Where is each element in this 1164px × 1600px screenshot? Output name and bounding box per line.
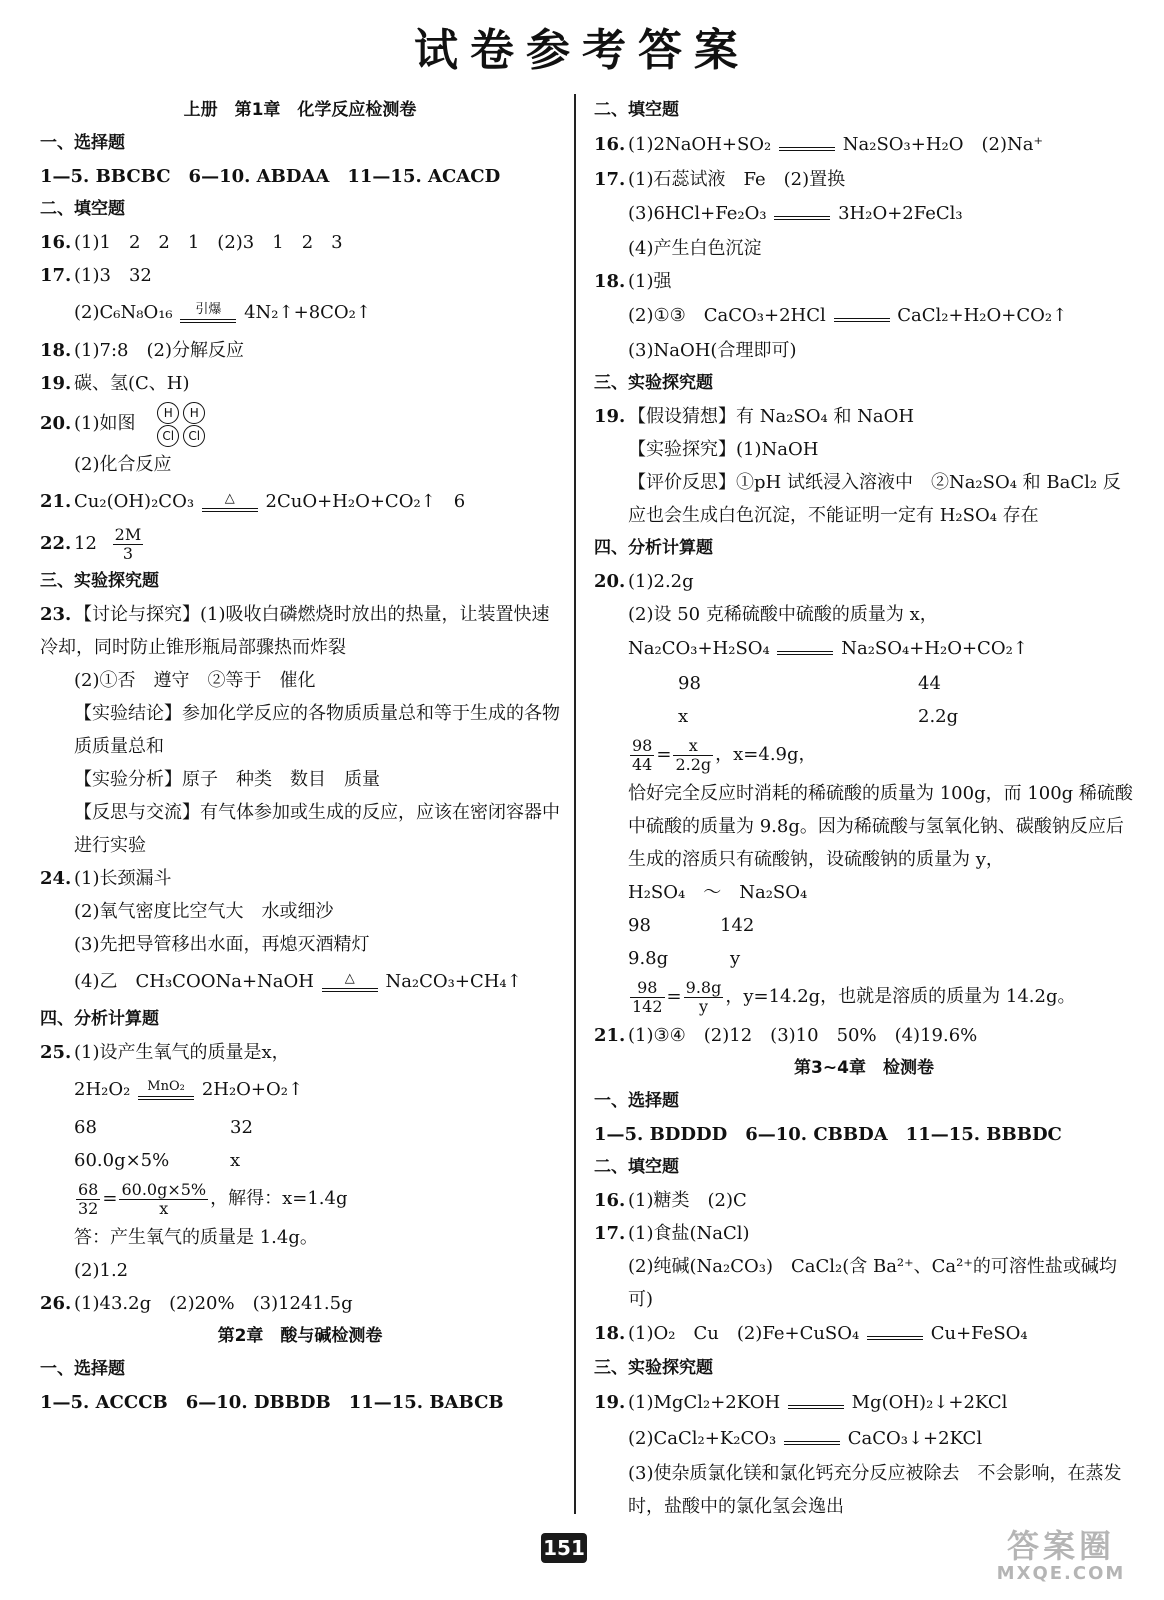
answer-23c: 【实验结论】参加化学反应的各物质质量总和等于生成的各物质质量总和 <box>74 703 560 757</box>
answer-17a: 17. (1)3 32 <box>40 265 152 286</box>
section-choice: 一、选择题 <box>40 133 125 153</box>
hydrogen-atom: H <box>157 402 179 424</box>
section-choice: 一、选择题 <box>594 1091 679 1111</box>
page-number: 151 <box>541 1533 587 1563</box>
fraction: $\frac{68}{32}$ <box>78 1179 99 1218</box>
site-watermark: 答案圈 MXQE.COM <box>996 1527 1126 1584</box>
answer-24d: (4)乙 CH₃COONa+NaOH △ Na₂CO₃+CH₄↑ <box>74 971 522 992</box>
answer-25b: 2H₂O₂ MnO₂ 2H₂O+O₂↑ <box>74 1079 304 1100</box>
section-experiment-2: 三、实验探究题 <box>594 1358 713 1378</box>
equals-sign <box>788 1397 844 1409</box>
choice-answers-2: 1—5. ACCCB 6—10. DBBDB 11—15. BABCB <box>40 1392 504 1413</box>
answer-18: 18. (1)7:8 (2)分解反应 <box>40 340 244 361</box>
answer-25e: $\frac{68}{32}$ = $\frac{60.0g\times 5\%}{x}$ ，解得：x=1.4g <box>78 1179 348 1218</box>
reaction-condition: △ <box>202 492 258 512</box>
answer-21: 21. (1)③④ (2)12 (3)10 50% (4)19.6% <box>594 1025 978 1046</box>
hcl-molecule <box>157 402 179 447</box>
answer-20f: $\frac{98}{44}$ = $\frac{x}{2.2g}$ ，x=4.9g， <box>632 735 817 774</box>
answer-19f: (3)使杂质氯化镁和氯化钙充分反应被除去 不会影响，在蒸发时，盐酸中的氯化氢会逸出 <box>628 1463 1122 1517</box>
answer-17b: (3)6HCl+Fe₂O₃ 3H₂O+2FeCl₃ <box>628 203 963 224</box>
answer-23a: 23. 【讨论与探究】(1)吸收白磷燃烧时放出的热量，让装置快速冷却，同时防止锥形瓶局部骤热而炸裂 <box>40 604 550 658</box>
section-calculation: 四、分析计算题 <box>40 1009 159 1029</box>
answer-18d: 18. (1)O₂ Cu (2)Fe+CuSO₄ Cu+FeSO₄ <box>594 1323 1028 1344</box>
answer-17b: (2)C₆N₈O₁₆ 引爆 4N₂↑+8CO₂↑ <box>74 302 371 323</box>
left-column <box>40 94 560 1419</box>
answer-17d: 17. (1)食盐(NaCl) <box>594 1223 750 1244</box>
answer-24c: (3)先把导管移出水面，再熄灭酒精灯 <box>74 934 370 955</box>
answer-19c: 【评价反思】①pH 试纸浸入溶液中 ②Na₂SO₄ 和 BaCl₂ 反应也会生成白色沉淀，不能证明一定有 H₂SO₄ 存在 <box>628 472 1121 526</box>
answer-22: 22. 12 $\frac{2M}{3}$ <box>40 524 142 563</box>
chapter-1-title: 上册 第1章 化学反应检测卷 <box>183 100 417 120</box>
answer-18a: 18. (1)强 <box>594 271 672 292</box>
chlorine-atom: Cl <box>183 425 205 447</box>
answer-24b: (2)氧气密度比空气大 水或细沙 <box>74 901 334 922</box>
answer-25g: (2)1.2 <box>74 1260 129 1281</box>
answer-23d: 【实验分析】原子 种类 数目 质量 <box>74 769 380 790</box>
answer-16: 16. (1)2NaOH+SO₂ Na₂SO₃+H₂O (2)Na⁺ <box>594 134 1043 155</box>
choice-answers: 1—5. BDDDD 6—10. CBBDA 11—15. BBBDC <box>594 1124 1062 1145</box>
equals-sign <box>867 1328 923 1340</box>
answer-20k: $\frac{98}{142}$ = $\frac{9.8g}{y}$ ，y=14.2g，也就是溶质的质量为 14.2g。 <box>632 977 1076 1016</box>
page-title: 试卷参考答案 <box>414 25 750 76</box>
fraction: $\frac{x}{2.2g}$ <box>675 735 712 774</box>
choice-answers: 1—5. BBCBC 6—10. ABDAA 11—15. ACACD <box>40 166 501 187</box>
section-experiment: 三、实验探究题 <box>40 571 159 591</box>
answer-20d: 98 44 <box>678 673 941 694</box>
chapter-2-title: 第2章 酸与碱检测卷 <box>217 1326 383 1346</box>
answer-20a: 20. (1)2.2g <box>594 571 694 592</box>
fraction: $\frac{98}{44}$ <box>632 735 653 774</box>
answer-19d: 19. (1)MgCl₂+2KOH Mg(OH)₂↓+2KCl <box>594 1392 1008 1413</box>
reaction-condition: 引爆 <box>180 303 236 323</box>
equals-sign <box>834 310 890 322</box>
answer-26: 26. (1)43.2g (2)20% (3)1241.5g <box>40 1293 353 1314</box>
answer-23e: 【反思与交流】有气体参加或生成的反应，应该在密闭容器中进行实验 <box>74 802 560 856</box>
answer-19a: 19. 【假设猜想】有 Na₂SO₄ 和 NaOH <box>594 406 915 427</box>
answer-23b: (2)①否 遵守 ②等于 催化 <box>74 670 316 691</box>
fraction: $\frac{9.8g}{y}$ <box>685 977 722 1016</box>
answer-20e: x 2.2g <box>678 706 959 727</box>
equals-sign <box>779 139 835 151</box>
section-fill: 二、填空题 <box>40 199 125 219</box>
answer-17a: 17. (1)石蕊试液 Fe (2)置换 <box>594 169 846 190</box>
answer-20i: 98 142 <box>628 915 755 936</box>
answer-16: 16. (1)1 2 2 1 (2)3 1 2 3 <box>40 232 343 253</box>
answer-20a: 20. (1)如图 H Cl H Cl <box>40 400 560 448</box>
reaction-condition: △ <box>322 972 378 992</box>
answer-20c: Na₂CO₃+H₂SO₄ Na₂SO₄+H₂O+CO₂↑ <box>628 638 1028 659</box>
answer-17e: (2)纯碱(Na₂CO₃) CaCl₂(含 Ba²⁺、Ca²⁺的可溶性盐或碱均可) <box>628 1256 1117 1310</box>
answer-20b: (2)设 50 克稀硫酸中硫酸的质量为 x， <box>628 604 938 625</box>
reaction-condition: MnO₂ <box>138 1080 194 1100</box>
answer-25c: 68 32 <box>74 1117 253 1138</box>
answer-16b: 16. (1)糖类 (2)C <box>594 1190 747 1211</box>
equals-sign <box>777 643 833 655</box>
section-choice-2: 一、选择题 <box>40 1359 125 1379</box>
fraction: $\frac{98}{142}$ <box>632 977 663 1016</box>
answer-19: 19. 碳、氢(C、H) <box>40 373 190 394</box>
answer-20g: 恰好完全反应时消耗的稀硫酸的质量为 100g，而 100g 稀硫酸中硫酸的质量为 9.8g。因为稀硫酸与氢氧化钠、碳酸钠反应后生成的溶质只有硫酸钠，设硫酸钠的质量为 y， <box>628 783 1133 870</box>
answer-17c: (4)产生白色沉淀 <box>628 238 762 259</box>
answer-21: 21. Cu₂(OH)₂CO₃ △ 2CuO+H₂O+CO₂↑ 6 <box>40 491 466 512</box>
answer-18b: (2)①③ CaCO₃+2HCl CaCl₂+H₂O+CO₂↑ <box>628 305 1068 326</box>
section-experiment: 三、实验探究题 <box>594 373 713 393</box>
hcl-molecule-diagram <box>157 402 205 447</box>
answer-18c: (3)NaOH(合理即可) <box>628 340 797 361</box>
hydrogen-atom: H <box>183 402 205 424</box>
answer-25d: 60.0g×5% x <box>74 1150 241 1171</box>
column-divider <box>574 94 576 1514</box>
answer-19b: 【实验探究】(1)NaOH <box>628 439 819 460</box>
answer-20b: (2)化合反应 <box>74 454 172 475</box>
answer-24a: 24. (1)长颈漏斗 <box>40 868 172 889</box>
answer-20h: H₂SO₄ ～ Na₂SO₄ <box>628 882 808 903</box>
fraction: $\frac{60.0g\times 5\%}{x}$ <box>121 1179 207 1218</box>
section-fill-2: 二、填空题 <box>594 1157 679 1177</box>
fraction: $\frac{2M}{3}$ <box>114 524 142 563</box>
chapter-3-4-title: 第3~4章 检测卷 <box>794 1058 934 1078</box>
equals-sign <box>774 208 830 220</box>
hcl-molecule <box>183 402 205 447</box>
equals-sign <box>784 1433 840 1445</box>
answer-20j: 9.8g y <box>628 948 741 969</box>
right-column <box>594 94 1134 1523</box>
section-fill: 二、填空题 <box>594 100 679 120</box>
answer-25a: 25. (1)设产生氧气的质量是x， <box>40 1042 290 1063</box>
chlorine-atom: Cl <box>157 425 179 447</box>
section-calculation: 四、分析计算题 <box>594 538 713 558</box>
answer-25f: 答：产生氧气的质量是 1.4g。 <box>74 1227 318 1248</box>
answer-19e: (2)CaCl₂+K₂CO₃ CaCO₃↓+2KCl <box>628 1428 983 1449</box>
